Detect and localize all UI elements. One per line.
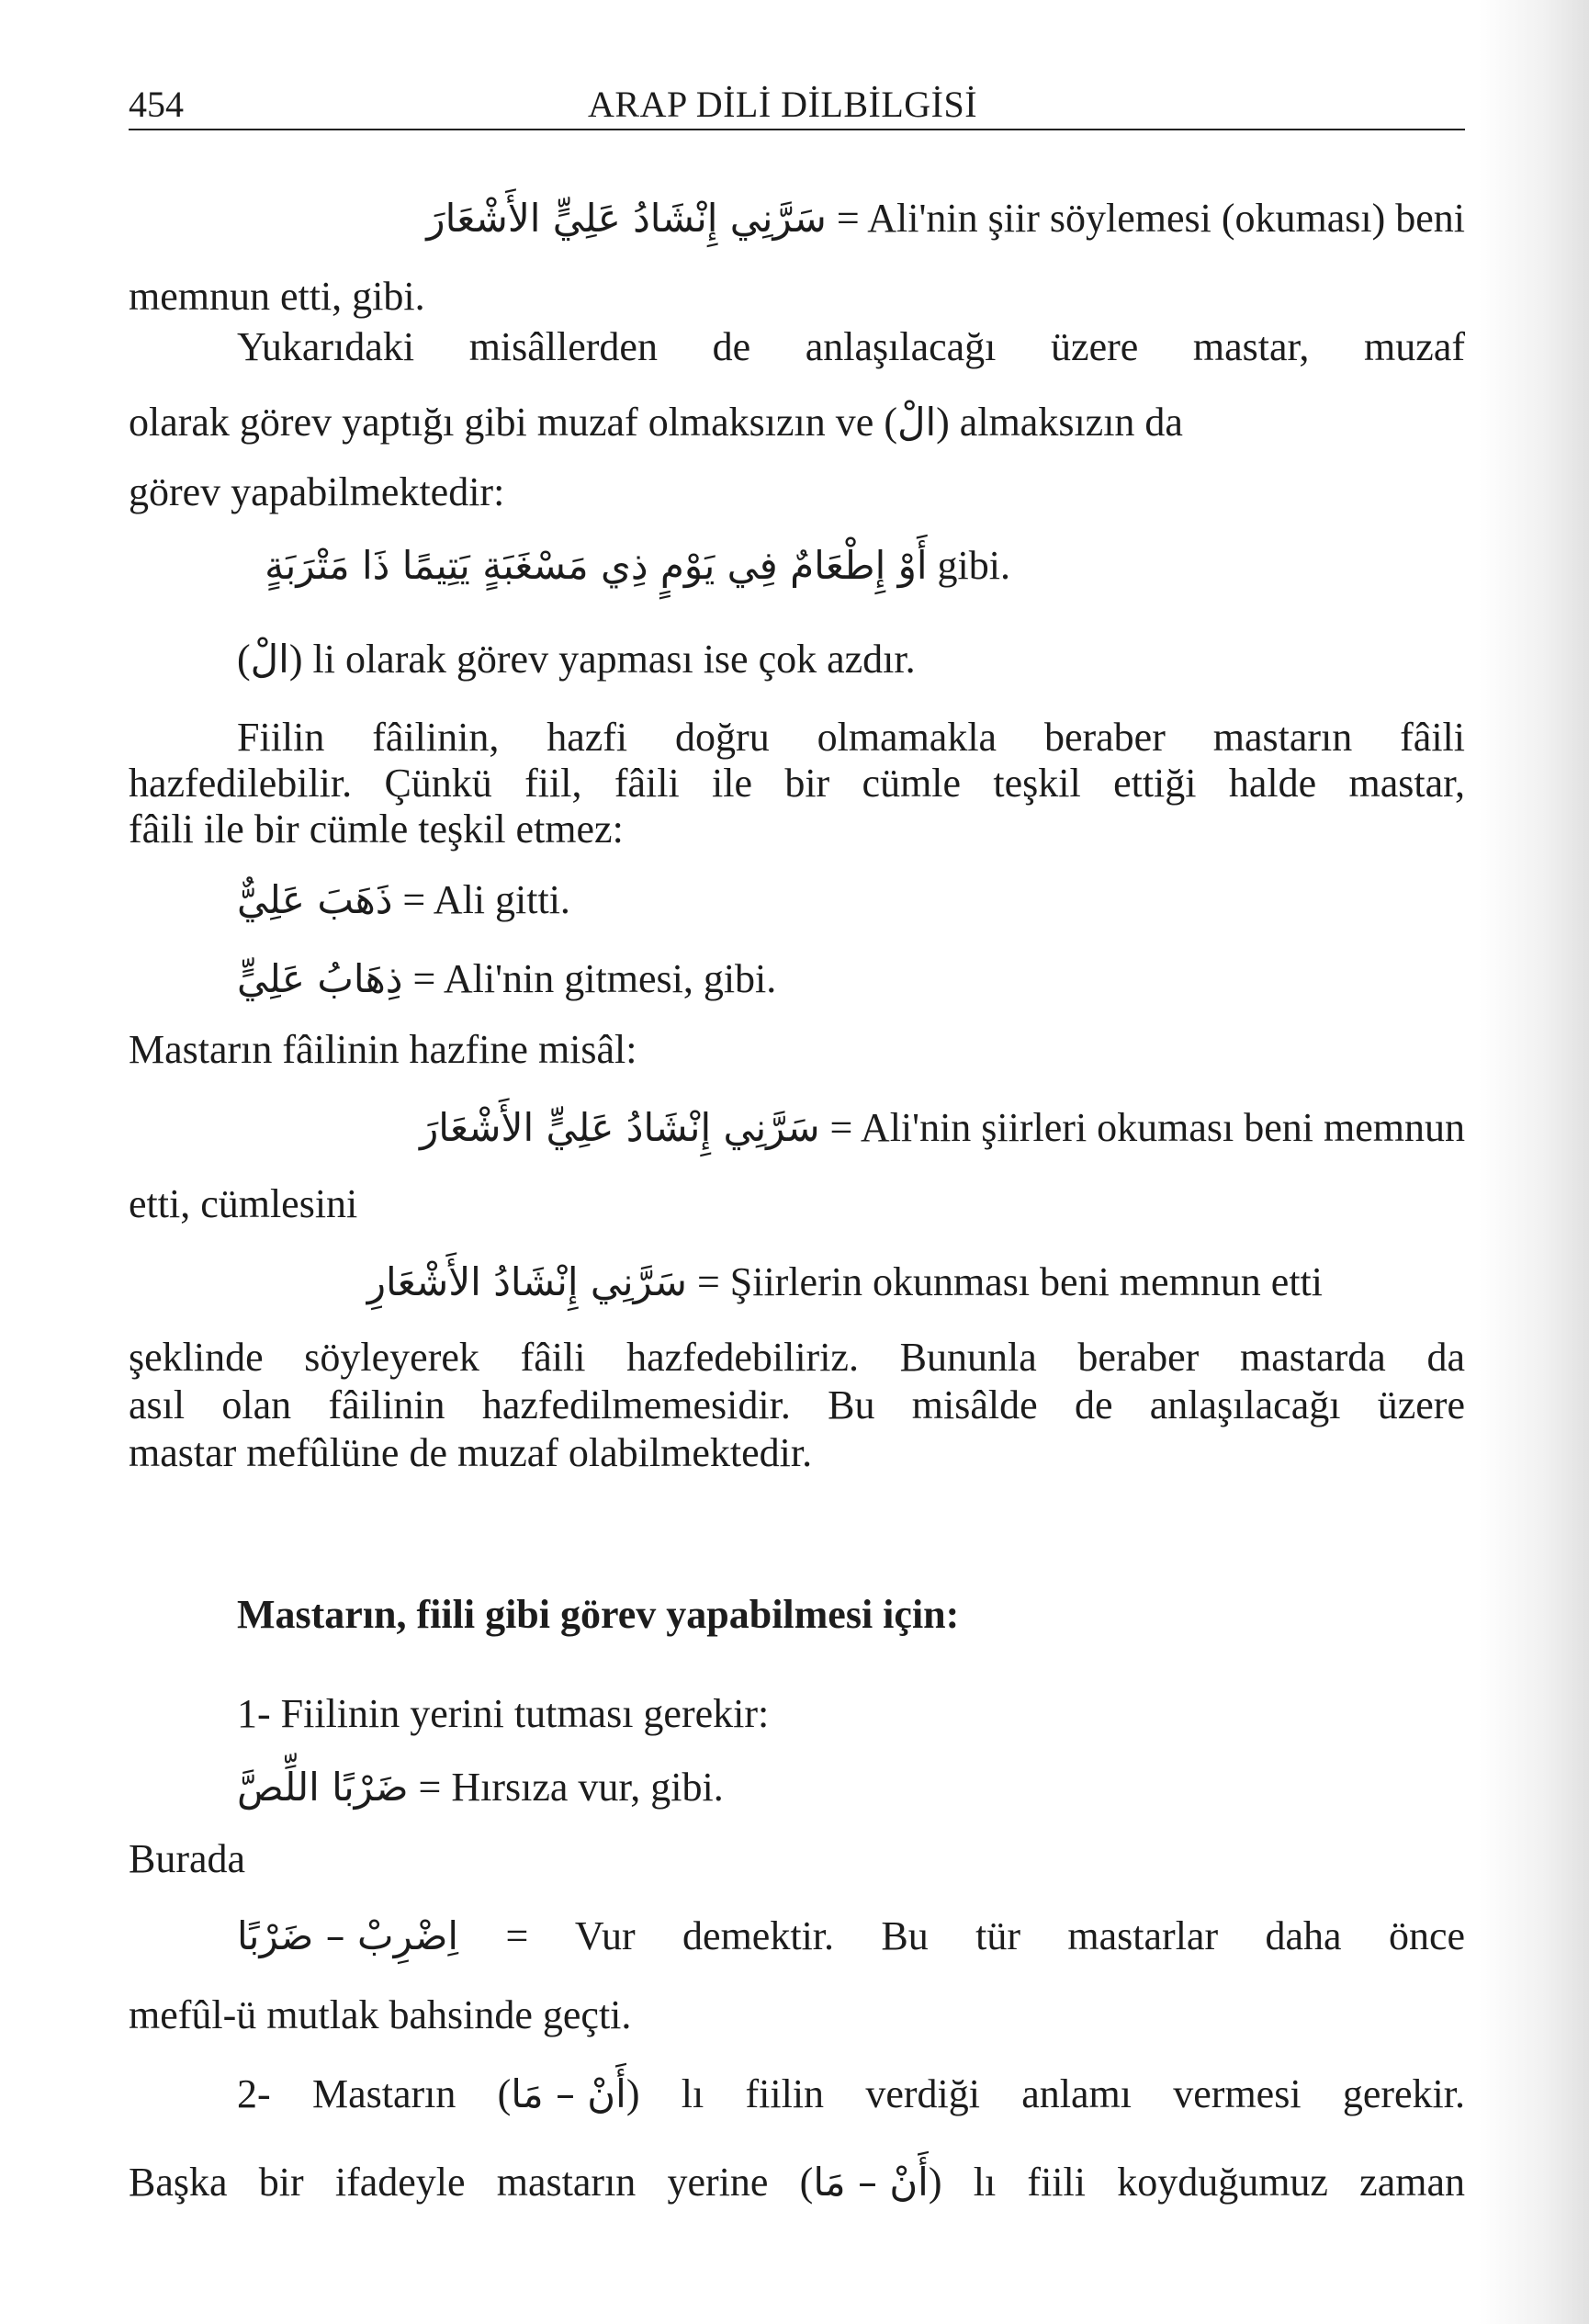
text-run: olarak görev yaptığı gibi muzaf olmaksızın ve ( <box>129 400 897 445</box>
section-heading: Mastarın, fiili gibi görev yapabilmesi için: <box>237 1592 960 1637</box>
paragraph-line: hazfedilebilir. Çünkü fiil, fâili ile bir cümle teşkil ettiği halde mastar, <box>129 761 1465 806</box>
list-item <box>237 2069 1465 2120</box>
running-header <box>129 73 1465 130</box>
arabic-example: اِضْرِبْ – ضَرْبًا <box>237 1913 459 1958</box>
example-translation: gibi. <box>937 543 1010 588</box>
example-translation: = Ali'nin gitmesi, gibi. <box>412 956 777 1001</box>
example-line <box>129 193 1465 244</box>
example-line <box>237 953 1573 1005</box>
page-number: 454 <box>129 84 184 125</box>
paragraph-line: şeklinde söyleyerek fâili hazfedebiliriz. Bununla beraber mastarda da <box>129 1335 1465 1380</box>
example-translation: = Hırsıza vur, gibi. <box>418 1765 724 1810</box>
paragraph-line: görev yapabilmektedir: <box>129 469 505 514</box>
example-translation: = Vur demektir. Bu tür mastarlar daha önce <box>505 1913 1465 1958</box>
text-run: ) lı fiili koyduğumuz zaman <box>928 2160 1465 2205</box>
example-translation: = Ali'nin şiirleri okuması beni memnun <box>829 1105 1465 1150</box>
text-run: ( <box>237 637 251 682</box>
example-line <box>237 874 1573 926</box>
paragraph-line <box>129 397 1465 448</box>
example-line <box>237 1911 1465 1962</box>
paragraph-line: Burada <box>129 1836 246 1881</box>
arabic-inline: أَنْ – مَا <box>813 2160 929 2205</box>
arabic-example: ذَهَبَ عَلِيٌّ <box>237 877 393 922</box>
book-page <box>129 73 1465 2306</box>
arabic-inline: الْ <box>896 400 937 445</box>
example-translation: = Şiirlerin okunması beni memnun etti <box>696 1259 1323 1304</box>
example-continuation: memnun etti, gibi. <box>129 274 425 319</box>
paragraph-line <box>129 2157 1465 2208</box>
text-run: ) li olarak görev yapması ise çok azdır. <box>288 637 916 682</box>
arabic-example: ضَرْبًا اللِّصَّ <box>237 1765 409 1810</box>
paragraph-line: mastar mefûlüne de muzaf olabilmektedir. <box>129 1430 813 1475</box>
paragraph-line: asıl olan fâilinin hazfedilmemesidir. Bu misâlde de anlaşılacağı üzere <box>129 1382 1465 1427</box>
text-run: ) almaksızın da <box>936 400 1183 445</box>
arabic-example: سَرَّنِي إِنْشَادُ عَلِيٍّ الأَشْعَارَ <box>419 1105 820 1150</box>
page-edge-shade <box>1479 0 1589 2324</box>
example-continuation: etti, cümlesini <box>129 1181 358 1226</box>
example-line <box>129 1102 1465 1154</box>
example-line <box>237 1762 1573 1813</box>
example-translation: = Ali'nin şiir söylemesi (okuması) beni <box>836 196 1465 241</box>
arabic-example: سَرَّنِي إِنْشَادُ عَلِيٍّ الأَشْعَارَ <box>426 196 827 241</box>
paragraph-line: Mastarın fâilinin hazfine misâl: <box>129 1027 637 1072</box>
example-translation: = Ali gitti. <box>402 877 570 922</box>
paragraph-line: Fiilin fâilinin, hazfi doğru olmamakla beraber mastarın fâili <box>237 715 1465 760</box>
example-continuation: mefûl-ü mutlak bahsinde geçti. <box>129 1992 632 2037</box>
example-line <box>129 1257 1323 1308</box>
arabic-example: ذِهَابُ عَلِيٍّ <box>237 956 403 1001</box>
text-run: Başka bir ifadeyle mastarın yerine ( <box>129 2160 814 2205</box>
paragraph-line: Yukarıdaki misâllerden de anlaşılacağı üzere mastar, muzaf <box>237 324 1465 369</box>
text-run: ) lı fiilin verdiği anlamı vermesi gerekir. <box>625 2071 1465 2116</box>
arabic-example: أَوْ إِطْعَامٌ فِي يَوْمٍ ذِي مَسْغَبَةٍ يَتِيمًا ذَا مَتْرَبَةٍ <box>265 543 928 588</box>
example-line <box>129 540 1010 592</box>
arabic-inline: الْ <box>250 637 289 682</box>
running-title: ARAP DİLİ DİLBİLGİSİ <box>588 84 978 125</box>
paragraph-line <box>237 634 1573 685</box>
arabic-inline: أَنْ – مَا <box>511 2071 626 2116</box>
text-run: 2- Mastarın ( <box>237 2071 512 2116</box>
arabic-example: سَرَّنِي إِنْشَادُ الأَشْعَارِ <box>366 1259 687 1304</box>
paragraph-line: fâili ile bir cümle teşkil etmez: <box>129 807 624 852</box>
list-item: 1- Fiilinin yerini tutması gerekir: <box>237 1691 770 1736</box>
